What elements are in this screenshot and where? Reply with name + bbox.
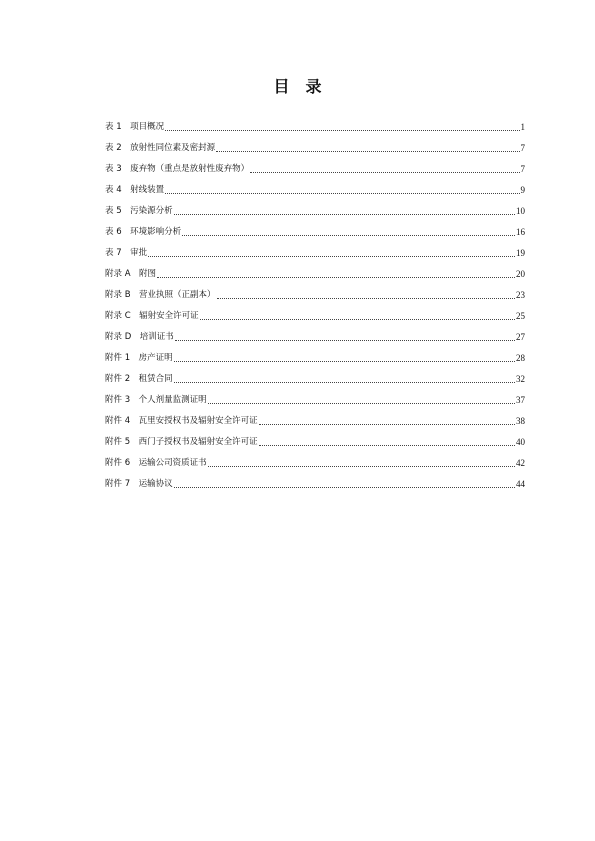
toc-entry-spacer xyxy=(130,395,139,405)
toc-entry[interactable] xyxy=(105,322,525,343)
toc-entry-spacer xyxy=(130,458,139,468)
toc-entry-label xyxy=(105,289,216,301)
toc-entry-label xyxy=(105,457,207,469)
toc-entry-page: 32 xyxy=(516,374,525,384)
toc-entry-label xyxy=(105,226,181,238)
toc-entry[interactable] xyxy=(105,343,525,364)
toc-entry-page: 23 xyxy=(516,290,525,300)
toc-entry-spacer xyxy=(130,416,139,426)
toc-entry-label xyxy=(105,478,173,490)
toc-entry-number: 表 7 xyxy=(105,248,122,258)
toc-entry[interactable] xyxy=(105,217,525,238)
toc-entry-text: 运输公司资质证书 xyxy=(138,458,207,468)
toc-entry-label xyxy=(105,352,173,364)
toc-entry-page: 44 xyxy=(516,479,525,489)
toc-entry-page: 10 xyxy=(516,206,525,216)
toc-entry-label xyxy=(105,268,156,280)
toc-entry[interactable] xyxy=(105,259,525,280)
toc-entry[interactable] xyxy=(105,154,525,175)
toc-entry-number: 表 5 xyxy=(105,206,122,216)
toc-entry[interactable] xyxy=(105,427,525,448)
toc-dot-leader xyxy=(182,227,515,236)
toc-entry-spacer xyxy=(131,269,140,279)
toc-entry-page: 7 xyxy=(520,164,525,174)
toc-entry[interactable] xyxy=(105,112,525,133)
toc-entry-page: 9 xyxy=(520,185,525,195)
toc-entry-number: 表 2 xyxy=(105,143,122,153)
toc-entry-page: 37 xyxy=(516,395,525,405)
toc-entry-number: 附录 B xyxy=(105,290,131,300)
toc-dot-leader xyxy=(250,164,519,173)
toc-entry-number: 附件 7 xyxy=(105,479,131,489)
toc-entry-number: 附件 2 xyxy=(105,374,131,384)
toc-entry-page: 25 xyxy=(516,311,525,321)
toc-entry-number: 表 6 xyxy=(105,227,122,237)
toc-dot-leader xyxy=(174,206,515,215)
toc-dot-leader xyxy=(165,185,519,194)
toc-entry-number: 附件 3 xyxy=(105,395,131,405)
toc-dot-leader xyxy=(157,269,515,278)
toc-entry-label xyxy=(105,184,164,196)
toc-entry-text: 附图 xyxy=(139,269,157,279)
toc-entry-page: 19 xyxy=(516,248,525,258)
toc-dot-leader xyxy=(208,458,515,467)
toc-entry-text: 废弃物（重点是放射性废弃物） xyxy=(130,164,250,174)
toc-entry[interactable] xyxy=(105,364,525,385)
toc-dot-leader xyxy=(174,374,515,383)
toc-dot-leader xyxy=(200,311,515,320)
toc-entry-number: 表 3 xyxy=(105,164,122,174)
toc-entry-text: 房产证明 xyxy=(138,353,173,363)
toc-entry-page: 40 xyxy=(516,437,525,447)
toc-entry-label xyxy=(105,142,215,154)
toc-entry-text: 环境影响分析 xyxy=(130,227,182,237)
toc-entry-spacer xyxy=(122,248,131,258)
toc-entry-number: 附录 D xyxy=(105,332,132,342)
toc-entry-label xyxy=(105,163,249,175)
toc-title-text: 目 录 xyxy=(273,77,322,96)
toc-dot-leader xyxy=(259,437,515,446)
toc-dot-leader xyxy=(148,248,515,257)
toc-entry-number: 附件 6 xyxy=(105,458,131,468)
toc-entry-spacer xyxy=(130,437,139,447)
toc-entry-label xyxy=(105,373,173,385)
toc-entry-number: 附件 4 xyxy=(105,416,131,426)
toc-entry-number: 附件 1 xyxy=(105,353,131,363)
toc-entry-label xyxy=(105,331,174,343)
toc-entry-spacer xyxy=(130,374,139,384)
toc-entry-label xyxy=(105,247,147,259)
toc-dot-leader xyxy=(174,353,515,362)
toc-entry-page: 42 xyxy=(516,458,525,468)
toc-entry-spacer xyxy=(130,479,139,489)
toc-entry-text: 审批 xyxy=(130,248,148,258)
toc-entry-spacer xyxy=(122,227,131,237)
toc-dot-leader xyxy=(174,479,515,488)
toc-entry[interactable] xyxy=(105,301,525,322)
toc-title xyxy=(0,74,595,97)
toc-entry-text: 西门子授权书及辐射安全许可证 xyxy=(138,437,258,447)
toc-entry-page: 38 xyxy=(516,416,525,426)
toc-entry[interactable] xyxy=(105,175,525,196)
toc-entry-text: 污染源分析 xyxy=(130,206,173,216)
toc-entry[interactable] xyxy=(105,448,525,469)
toc-entry-page: 16 xyxy=(516,227,525,237)
toc-entry-page: 27 xyxy=(516,332,525,342)
toc-entry-spacer xyxy=(131,311,140,321)
toc-entry-label xyxy=(105,436,258,448)
toc-entry[interactable] xyxy=(105,406,525,427)
toc-entry[interactable] xyxy=(105,238,525,259)
toc-entry-text: 运输协议 xyxy=(138,479,173,489)
toc-entry-spacer xyxy=(130,353,139,363)
toc-entry[interactable] xyxy=(105,469,525,490)
toc-entry-label xyxy=(105,415,258,427)
toc-entry-number: 表 4 xyxy=(105,185,122,195)
toc-entry-text: 辐射安全许可证 xyxy=(139,311,199,321)
toc-entry-number: 附录 C xyxy=(105,311,131,321)
toc-entry-text: 租赁合同 xyxy=(138,374,173,384)
table-of-contents xyxy=(105,112,525,490)
toc-dot-leader xyxy=(175,332,515,341)
toc-entry-number: 附录 A xyxy=(105,269,131,279)
toc-entry-page: 7 xyxy=(520,143,525,153)
toc-entry-label xyxy=(105,310,199,322)
toc-entry-text: 瓦里安授权书及辐射安全许可证 xyxy=(138,416,258,426)
toc-entry-spacer xyxy=(131,332,140,342)
toc-entry-label xyxy=(105,394,207,406)
toc-dot-leader xyxy=(259,416,515,425)
toc-entry-label xyxy=(105,121,164,133)
toc-entry-text: 项目概况 xyxy=(130,122,165,132)
toc-entry-spacer xyxy=(122,206,131,216)
toc-dot-leader xyxy=(217,290,515,299)
toc-entry-text: 放射性同位素及密封源 xyxy=(130,143,216,153)
toc-entry-text: 射线装置 xyxy=(130,185,165,195)
toc-entry-page: 1 xyxy=(520,122,525,132)
toc-entry-page: 28 xyxy=(516,353,525,363)
toc-entry[interactable] xyxy=(105,385,525,406)
toc-entry[interactable] xyxy=(105,280,525,301)
toc-dot-leader xyxy=(216,143,519,152)
toc-entry-spacer xyxy=(122,122,131,132)
toc-entry-spacer xyxy=(122,143,131,153)
toc-entry-text: 营业执照（正副本） xyxy=(139,290,216,300)
toc-entry-text: 培训证书 xyxy=(139,332,174,342)
toc-entry-spacer xyxy=(122,185,131,195)
toc-entry[interactable] xyxy=(105,196,525,217)
toc-entry-page: 20 xyxy=(516,269,525,279)
toc-entry[interactable] xyxy=(105,133,525,154)
toc-entry-number: 表 1 xyxy=(105,122,122,132)
toc-entry-label xyxy=(105,205,173,217)
toc-entry-spacer xyxy=(122,164,131,174)
toc-entry-number: 附件 5 xyxy=(105,437,131,447)
toc-entry-text: 个人剂量监测证明 xyxy=(138,395,207,405)
toc-entry-spacer xyxy=(131,290,140,300)
toc-dot-leader xyxy=(165,122,519,131)
toc-dot-leader xyxy=(208,395,515,404)
